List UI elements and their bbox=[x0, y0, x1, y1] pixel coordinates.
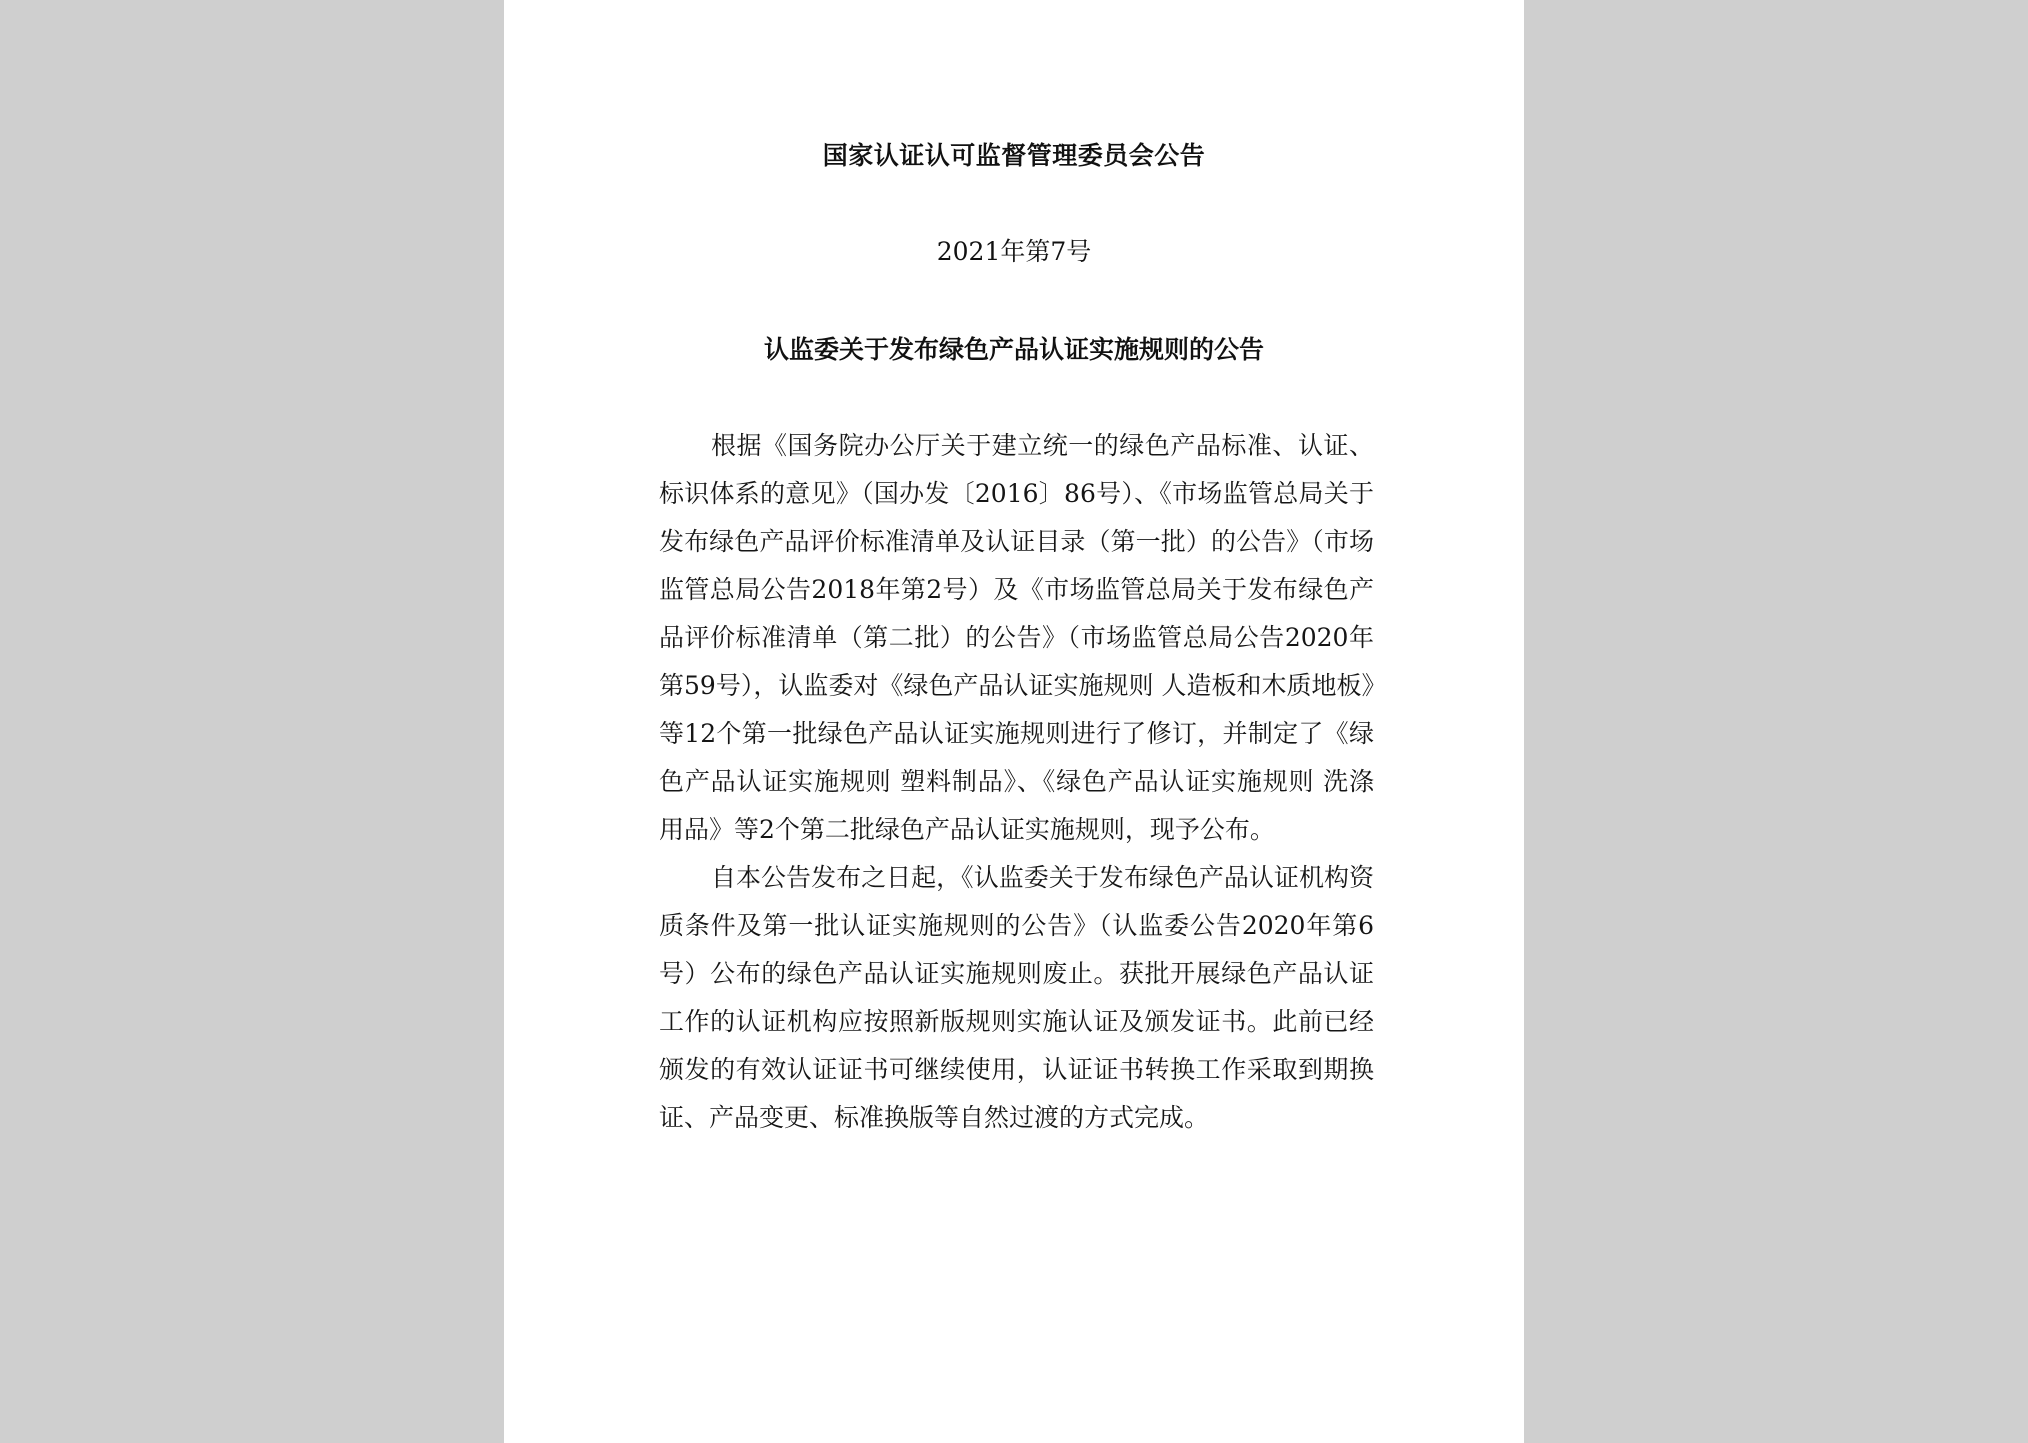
agency-title: 国家认证认可监督管理委员会公告 bbox=[822, 141, 1206, 170]
paragraph-effective-date: 自本公告发布之日起，《认监委关于发布绿色产品认证机构资质条件及第一批认证实施规则的公告》（认监委公告2020年第6号）公布的绿色产品认证实施规则废止。获批开展绿色产品认证工作的认证机构应按照新版规则实施认证及颁发证书。此前已经颁发的有效认证证书可继续使用，认证证书转换工作采取到期换证、产品变更、标准换版等自然过渡的方式完成。 bbox=[659, 863, 1374, 1132]
issue-number: 2021年第7号 bbox=[936, 237, 1092, 266]
notice-body bbox=[659, 422, 1374, 1142]
paragraph-basis: 根据《国务院办公厅关于建立统一的绿色产品标准、认证、标识体系的意见》（国办发〔2016〕86号）、《市场监管总局关于发布绿色产品评价标准清单及认证目录（第一批）的公告》（市场监管总局公告2018年第2号）及《市场监管总局关于发布绿色产品评价标准清单（第二批）的公告》（市场监管总局公告2020年第59号），认监委对《绿色产品认证实施规则 人造板和木质地板》等12个第一批绿色产品认证实施规则进行了修订，并制定了《绿色产品认证实施规则 塑料制品》、《绿色产品认证实施规则 洗涤用品》等2个第二批绿色产品认证实施规则，现予公布。 bbox=[659, 431, 1374, 844]
document-page bbox=[504, 0, 1524, 1443]
notice-title: 认监委关于发布绿色产品认证实施规则的公告 bbox=[763, 335, 1264, 364]
